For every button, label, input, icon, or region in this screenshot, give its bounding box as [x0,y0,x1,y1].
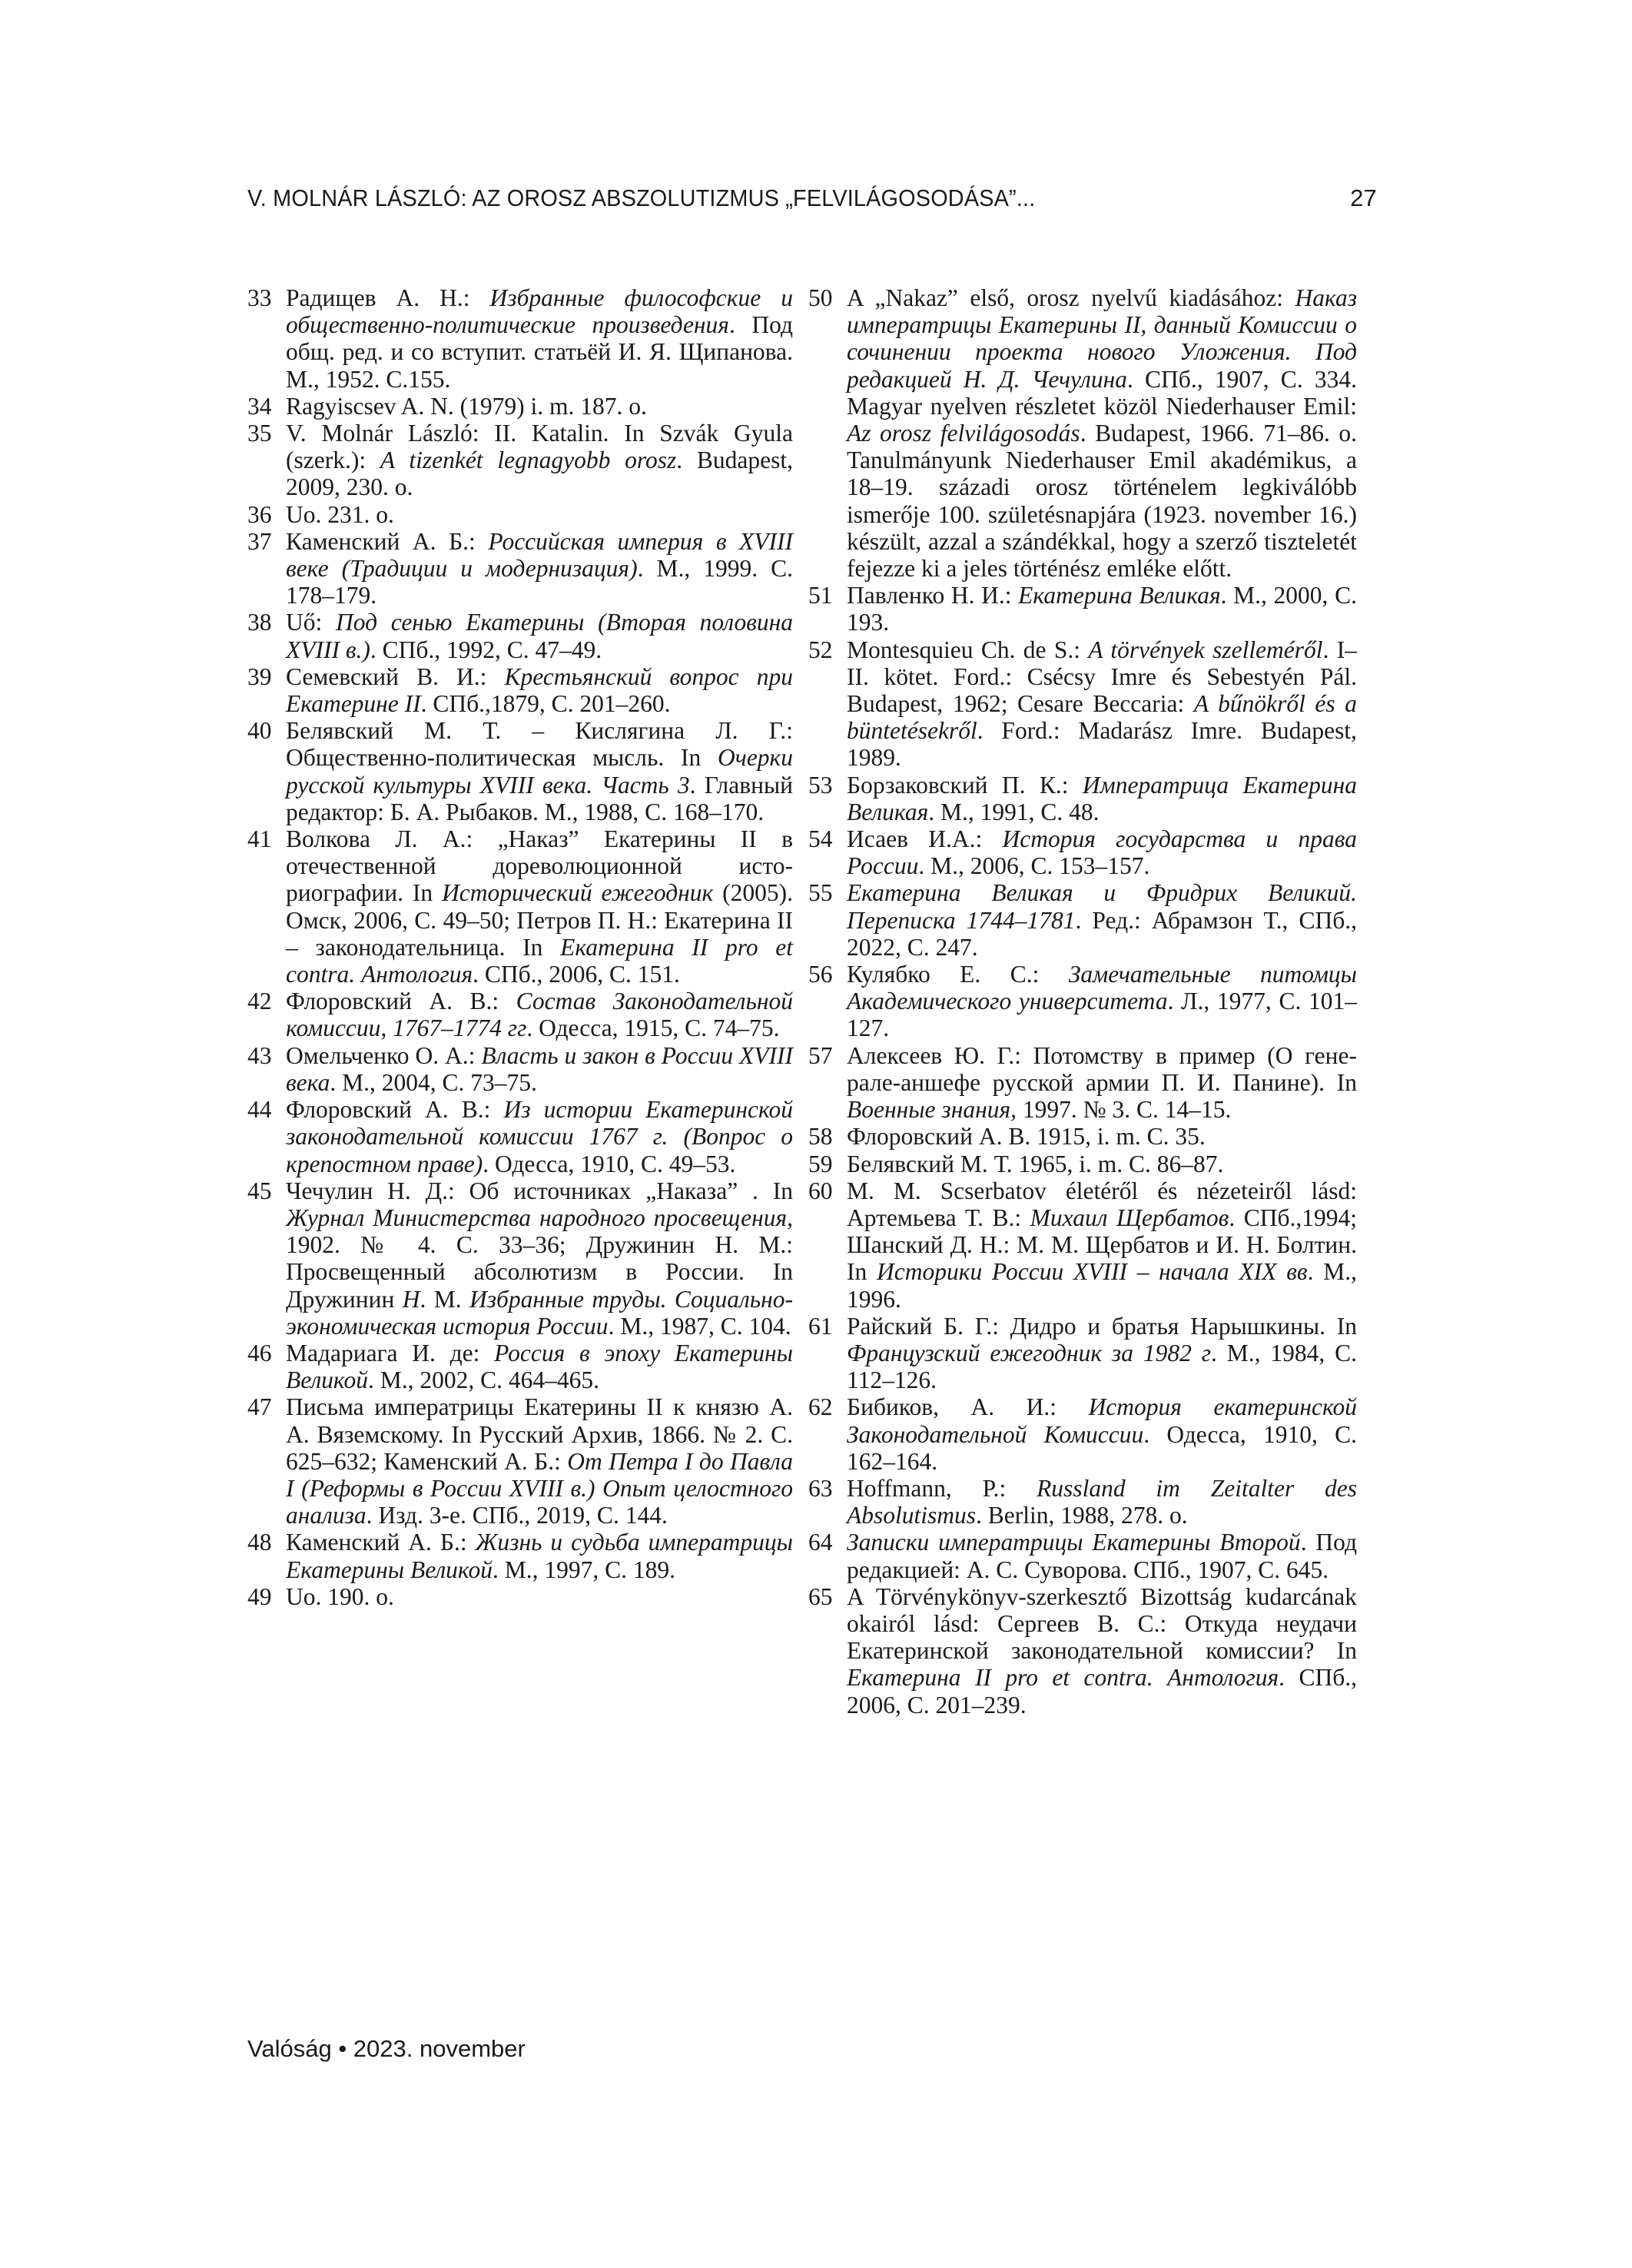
footnote-text-run: Uo. 231. o. [286,500,394,528]
footnote-text-run: . М., 2004, С. 73–75. [330,1068,537,1096]
footnote [247,717,793,825]
footnote-number: 54 [808,825,833,853]
footnote-text-run: . Под общ. ред. и со вступит. статьёй И. Я. Щипанова. М., 1952. С.155. [286,311,793,393]
footnote-text [847,1393,1357,1475]
footnote-number: 65 [808,1582,833,1610]
footnote-text [847,825,1357,879]
footnote-text-run: . СПб., 1907, С. 334. Magyar nyelven részletet közöl Niederhauser Emil: [847,365,1358,420]
footnote-text [286,528,793,609]
footnote-text [847,772,1357,825]
footnote-number: 39 [247,662,272,690]
footnote-text-run: . М., 2006, С. 153–157. [918,852,1150,880]
footnote-text [286,1529,793,1582]
footnote-text-run: 1902. № 4. С. 33–36; Дружинин Н. М.: Просвещенный абсолютизм в России. In Дружинин [286,1231,793,1313]
footnote-text [286,1583,793,1610]
footnote-number: 46 [247,1339,272,1366]
footnote [808,772,1357,825]
footnote [808,1123,1357,1150]
footnote-text [286,1177,793,1340]
footnote-text [847,961,1357,1042]
footnote-text-run: Омельченко О. А.: [286,1041,482,1069]
footnote-number: 40 [247,717,272,745]
footnote-title-italic: Избранные труды. Социально-экономическая история России [286,1285,793,1340]
footnote-text [847,636,1357,772]
footnote-text [286,393,793,420]
footnote [247,1096,793,1177]
footnote [247,501,793,528]
footnote-title-italic: Состав Законодательной комиссии, 1767–1774 гг [286,988,793,1042]
footnote [808,1313,1357,1394]
footnote-text-run: Павленко Н. И.: [847,582,1019,609]
footnote-number: 47 [247,1393,272,1421]
footnote-text-run: . Одесса, 1910, С. 49–53. [483,1150,736,1177]
footnote-number: 48 [247,1529,272,1556]
footnote-title-italic: A törvények szelleméről [1088,636,1323,663]
footnote [247,1529,793,1582]
footnote [247,1177,793,1340]
footnote-text [286,1042,793,1096]
footnote-title-italic: Екатерина II pro et contra. Антология [286,933,793,988]
footnote-text-run: . Budapest, 1966. 71–86. o. Tanulmányunk Niederhauser Emil akadémikus, a 18–19. századi orosz történelem legkiválóbb ismerője 100. születésnapjára (1923. november 16.) készült, azzal a szándékkal, hogy a szerző tiszteletét fejezze ki a jeles történész emléke előtt. [847,420,1358,583]
footnote-title-italic: Жизнь и судьба императрицы Екатерины Великой [286,1529,793,1583]
footnote-text-run: . М. [420,1285,469,1313]
footnote [247,528,793,609]
footnote-title-italic: Исторический ежегодник [442,879,714,907]
footnote-text-run: Белявский М. Т. – Кислягина Л. Г.: Общественно-политическая мысль. In [286,717,793,772]
footnote [808,582,1357,636]
footnote-number: 57 [808,1041,833,1069]
running-header [247,184,1377,212]
footnote [808,1475,1357,1529]
footnote-text-run: . М., 2000, С. 193. [847,582,1357,636]
footnote-text-run: . Главный редактор: Б. А. Рыбаков. М., 1988, С. 168–170. [286,771,793,825]
footnote-text-run: . I–II. kötet. Ford.: Csécsy Imre és Sebestyén Pál. Budapest, 1962; Cesare Beccaria: [847,636,1358,718]
footnote-text-run: . М., 1999. С. 178–179. [286,555,793,609]
footnote-number: 53 [808,771,833,799]
footnote-text-run: Ragyiscsev A. N. (1979) i. m. 187. o. [286,392,647,420]
footnote-text [286,1340,793,1393]
footnote [808,825,1357,879]
footnote [247,284,793,393]
footnote-text-run: Кулябко Е. С.: [847,961,1069,988]
footnote-text-run: Hoffmann, P.: [847,1474,1037,1502]
footnote-text [286,609,793,662]
footnote-text-run: 1997. № 3. С. 14–15. [1016,1096,1232,1124]
footnote-title-italic: Екатерина II pro et contra. Антология [847,1664,1279,1692]
page-number: 27 [1350,184,1377,211]
footnote-text-run: A Törvénykönyv-szerkesztő Bizottság kudarcának okairól lásd: Сергеев В. С.: Откуда неудачи Екатеринской законодательной комиссии? In [847,1582,1357,1665]
footnote-text-run: Чечулин Н. Д.: Об источниках „Наказа” . In [286,1177,793,1204]
footnote-text-run: Семевский В. И.: [286,662,505,690]
footnote [808,1583,1357,1718]
footnote [808,1151,1357,1177]
footnote-title-italic: От Петра I до Павла I (Реформы в России XVIII в.) Опыт целостного анализа [286,1447,793,1529]
footnote-text-run: . М., 1991, С. 48. [928,798,1100,825]
footnote-title-italic: Очерки русской культуры XVIII века. Часть 3 [286,744,793,799]
footnote-number: 50 [808,284,833,311]
footnote-text-run: . М., 1984, С. 112–126. [847,1339,1357,1394]
footnote [247,988,793,1041]
footnote-text-run: . Одесса, 1910, С. 162–164. [847,1420,1357,1475]
footnote-number: 49 [247,1582,272,1610]
footnote-text-run: Письма императрицы Екатерины II к князю А. А. Вяземскому. In Русский Архив, 1866. № 2. С. 625–632; Каменский А. Б.: [286,1393,793,1475]
footnote-text-run: . Одесса, 1915, С. 74–75. [526,1014,780,1042]
footnote-title-italic: Az orosz felvilágosodás [847,420,1080,447]
footnote-text [286,501,793,528]
footnote-number: 44 [247,1096,272,1124]
footnotes-column-left [247,284,793,1610]
footnote-text-run: . Ред.: Абрамзон Т., СПб., 2022, С. 247. [847,906,1357,961]
footnote [808,879,1357,961]
footnote-text-run: Белявский М. Т. 1965, i. m. С. 86–87. [847,1150,1224,1177]
footnote-text-run: . СПб.,1879, С. 201–260. [420,690,671,718]
footnote-text [286,284,793,393]
footnote-number: 33 [247,284,272,311]
footnote-title-italic: Екатерина Великая и Фридрих Великий. Переписка 1744–1781 [847,879,1357,934]
footnote-number: 45 [247,1177,272,1204]
footnote-number: 37 [247,527,272,555]
footnote-text [847,1123,1357,1150]
footnote-title-italic: Замечательные питомцы Академического университета [847,961,1357,1015]
footnote-text-run: . М., 2002, С. 464–465. [367,1366,599,1394]
footnote-number: 62 [808,1393,833,1421]
footnote-number: 61 [808,1312,833,1340]
footnote-title-italic: A bűnökről és a büntetésekről [847,690,1357,745]
footnote-text-run: Райский Б. Г.: Дидро и братья Нарышкины. In [847,1312,1357,1340]
footnote-number: 56 [808,961,833,988]
footnote-text-run: . М., 1996. [847,1258,1357,1313]
footnote-text [847,1313,1357,1394]
footnote-number: 60 [808,1177,833,1204]
footnote-text [286,825,793,988]
footnote-text [847,582,1357,636]
footnote-title-italic: Екатерина Великая [1018,582,1221,609]
footnote-text [847,879,1357,961]
footnote [247,393,793,420]
footnote-title-italic: Россия в эпоху Екатерины Великой [286,1339,794,1394]
footnote-title-italic: Власть и закон в России XVIII века [286,1041,793,1096]
footnote-number: 59 [808,1150,833,1177]
footnote-text [847,1042,1357,1124]
footnote-text-run: Бибиков, А. И.: [847,1393,1089,1421]
footnote [247,1042,793,1096]
footnote [247,663,793,717]
footnote-title-italic: Военные знания, [847,1096,1017,1124]
footnote-text [847,1583,1357,1718]
footnote-text-run: A „Nakaz” első, orosz nyelvű kiadásához: [847,284,1295,311]
footnote [247,1340,793,1393]
footnote-number: 58 [808,1123,833,1151]
footnote [808,961,1357,1042]
footnote-text-run: Флоровский А. В. 1915, i. m. С. 35. [847,1123,1206,1151]
footnote-title-italic: История екатеринской Законодательной Комиссии [847,1393,1357,1448]
footnote-text-run: . СПб.,1994; Шанский Д. Н.: М. М. Щербатов и И. Н. Болтин. In [847,1204,1357,1286]
footnote-text-run: . СПб., 2006, С. 201–239. [847,1664,1357,1718]
footnote-text-run: Montesquieu Ch. de S.: [847,636,1089,663]
footnote-number: 51 [808,582,833,609]
footnote-number: 36 [247,500,272,528]
footnote-text [286,1096,793,1177]
footnote-text-run: M. M. Scserbatov életéről és nézeteiről lásd: Артемьева Т. В.: [847,1177,1357,1231]
footnotes-column-right [808,284,1357,1718]
footnote-text-run: Флоровский А. В.: [286,1096,504,1124]
footnote-text-run: Алексеев Ю. Г.: Потомству в пример (О генерале-аншефе русской армии П. И. Панине). In [847,1041,1357,1096]
footnote-number: 34 [247,392,272,420]
footnote-number: 52 [808,636,833,663]
footnote-title-italic: Французский ежегодник за 1982 г [847,1339,1211,1366]
footnote-text-run: . СПб., 1992, С. 47–49. [370,636,602,663]
footnote-text-run: . Изд. 3-е. СПб., 2019, С. 144. [366,1502,668,1529]
footnote-number: 64 [808,1529,833,1556]
footnote-text-run: . Berlin, 1988, 278. o. [976,1502,1188,1529]
footnote [247,609,793,662]
footnote [808,1177,1357,1313]
footnote-text-run: Борзаковский П. К.: [847,771,1083,799]
footnote-text-run: . М., 1997, С. 189. [492,1556,675,1583]
footnote-title-italic: Под сенью Екатерины (Вторая половина XVIII в.) [286,609,793,663]
footnote [247,825,793,988]
footnote [808,1042,1357,1124]
footnote-text [847,284,1357,582]
footnote-number: 55 [808,879,833,907]
footnote-title-italic: Н [402,1285,420,1313]
footnote-number: 43 [247,1041,272,1069]
footnote-text-run: Мадариага И. де: [286,1339,495,1366]
footnote-text-run: . СПб., 2006, С. 151. [473,961,680,988]
footnote-number: 38 [247,609,272,636]
footnote-text [286,420,793,501]
footnote-text-run: V. Molnár László: II. Katalin. In Szvák Gyula (szerk.): [286,420,793,474]
footnote-title-italic: Russland im Zeitalter des Absolutismus [847,1474,1358,1529]
footnote-text-run: . М., 1987, С. 104. [608,1312,791,1340]
footnote-title-italic: Записки императрицы Екатерины Второй [847,1529,1301,1556]
footnote-text-run: . Л., 1977, С. 101–127. [847,988,1358,1042]
footnote-text [286,663,793,717]
footnote-title-italic: Наказ императрицы Екатерины II, данный Комиссии о сочинении проекта нового Уложения. Под редакцией Н. Д. Чечулина [847,284,1357,393]
footnote-text-run: . Budapest, 2009, 230. o. [286,447,793,501]
footnote-text-run: Волкова Л. А.: „Наказ” Екатерины II в отечественной дореволюционной историографии. In [286,825,793,907]
footnote-text-run: . Под редакцией: А. С. Суворова. СПб., 1907, С. 645. [847,1529,1357,1583]
footnote-title-italic: Михаил Щербатов [1030,1204,1229,1231]
footnote-text-run: Каменский А. Б.: [286,527,489,555]
running-title: V. MOLNÁR LÁSZLÓ: AZ OROSZ ABSZOLUTIZMUS „FELVILÁGOSODÁSA”... [247,184,1036,211]
footnote [808,1393,1357,1475]
footnote [808,1529,1357,1582]
footnote-text [847,1529,1357,1582]
footnote-text-run: (2005). Омск, 2006, С. 49–50; Петров П. Н.: Екатерина II – законодательница. In [286,879,794,961]
footnote-text-run: Исаев И.А.: [847,825,1003,853]
footnote-text-run: Uo. 190. o. [286,1582,394,1610]
page-footer: Valóság • 2023. november [247,2035,526,2062]
footnote-title-italic: Российская империя в XVIII веке (Традиции и модернизация) [286,527,793,583]
footnote-title-italic: Из истории Екатеринской законодательной комиссии 1767 г. (Вопрос о крепостном праве) [286,1096,793,1177]
footnote-text [286,717,793,825]
footnote-text-run: Радищев А. Н.: [286,284,490,311]
footnote [247,1583,793,1610]
footnote-text-run: Uő: [286,609,336,636]
footnote-title-italic: Историки России XVIII – начала XIX вв [876,1258,1308,1286]
footnote-title-italic: Императрица Екатерина Великая [847,771,1357,825]
footnote-title-italic: История государства и права России [847,825,1357,880]
footnote-title-italic: Избранные философские и общественно-политические произведения [286,284,793,339]
footnote-text [847,1177,1357,1313]
footnote [808,636,1357,772]
footnote-text [847,1475,1357,1529]
footnote-number: 63 [808,1474,833,1502]
footnote-text-run: . Ford.: Madarász Imre. Budapest, 1989. [847,717,1357,772]
footnote [808,284,1357,582]
footnote-title-italic: Журнал Министерства народного просвещения, [286,1204,793,1231]
footnote-text-run: Флоровский А. В.: [286,988,516,1015]
footnote-title-italic: A tizenkét legnagyobb orosz [380,447,677,474]
footnote-title-italic: Крестьянский вопрос при Екатерине II [286,662,793,718]
footnote-number: 35 [247,420,272,447]
footnote-text [286,988,793,1041]
footnote-text-run: Каменский А. Б.: [286,1529,476,1556]
footnote-number: 42 [247,988,272,1015]
footnote-text [847,1151,1357,1177]
footnote-number: 41 [247,825,272,853]
footnote [247,420,793,501]
footnote-text [286,1393,793,1529]
footnote [247,1393,793,1529]
